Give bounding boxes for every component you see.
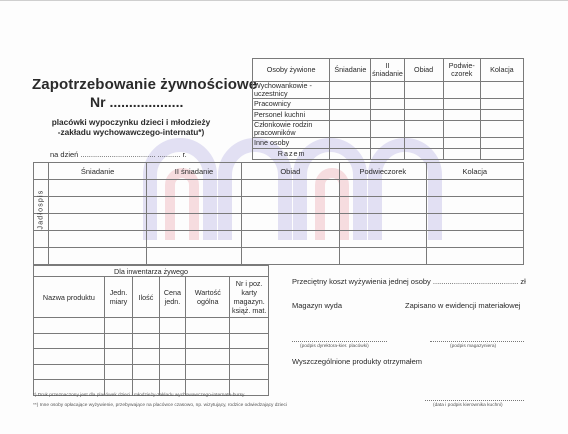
cell[interactable] <box>480 82 523 99</box>
col-second-breakfast: II śniadanie <box>371 59 404 82</box>
cell[interactable] <box>159 318 186 334</box>
cell[interactable] <box>241 248 339 265</box>
cell[interactable] <box>339 197 426 214</box>
cell[interactable] <box>404 149 443 160</box>
cell[interactable] <box>443 99 480 110</box>
signature-caption-director: (podpis dyrektora-kier. placówki) <box>300 344 369 349</box>
inventory-table <box>33 265 269 396</box>
cell[interactable] <box>104 349 132 365</box>
cell[interactable] <box>147 197 241 214</box>
cell[interactable] <box>404 138 443 149</box>
document-number: Nr ................... <box>90 94 184 110</box>
cell[interactable] <box>133 318 159 334</box>
row-label: Inne osoby <box>253 138 330 149</box>
recorded-label: Zapisano w ewidencji materiałowej <box>405 301 521 310</box>
side-cell <box>34 163 49 180</box>
col-snack: Podwieczorek <box>339 163 426 180</box>
subtitle-line-1: placówki wypoczynku dzieci i młodzieży <box>51 117 211 127</box>
cell[interactable] <box>404 99 443 110</box>
cell[interactable] <box>443 121 480 138</box>
cell[interactable] <box>480 149 523 160</box>
cell[interactable] <box>34 364 105 380</box>
row-label: Wychowankowie - uczestnicy <box>253 82 330 99</box>
side-cell <box>34 248 49 265</box>
cell[interactable] <box>159 364 186 380</box>
col-supper: Kolacja <box>480 59 523 82</box>
cell[interactable] <box>480 99 523 110</box>
cell[interactable] <box>330 121 371 138</box>
inventory-caption: Dla inwentarza żywego <box>34 266 269 277</box>
cell[interactable] <box>480 110 523 121</box>
cell[interactable] <box>330 99 371 110</box>
cell[interactable] <box>104 364 132 380</box>
cell[interactable] <box>330 110 371 121</box>
cell[interactable] <box>330 149 371 160</box>
average-cost-label[interactable]: Przeciętny koszt wyżywienia jednej osoby ......................................... zł <box>292 277 526 286</box>
cell[interactable] <box>426 214 523 231</box>
cell[interactable] <box>339 214 426 231</box>
cell[interactable] <box>230 333 269 349</box>
col-second-breakfast: II śniadanie <box>147 163 241 180</box>
col-product-name: Nazwa produktu <box>34 277 105 318</box>
row-label: Pracownicy <box>253 99 330 110</box>
received-label: Wyszczególnione produkty otrzymałem <box>292 357 422 366</box>
cell[interactable] <box>34 349 105 365</box>
cell[interactable] <box>443 138 480 149</box>
cell[interactable] <box>48 180 146 197</box>
cell[interactable] <box>339 180 426 197</box>
signature-line-director[interactable] <box>292 341 387 342</box>
cell[interactable] <box>241 214 339 231</box>
cell[interactable] <box>230 318 269 334</box>
cell[interactable] <box>426 197 523 214</box>
signature-caption-warehouse: (podpis magazyniera) <box>450 344 497 349</box>
cell[interactable] <box>104 333 132 349</box>
menu-side-text: Jadłospis <box>37 189 45 230</box>
col-quantity: Ilość <box>133 277 159 318</box>
cell[interactable] <box>147 214 241 231</box>
cell[interactable] <box>371 149 404 160</box>
cell[interactable] <box>241 231 339 248</box>
signature-line-kitchen[interactable] <box>425 400 524 401</box>
cell[interactable] <box>339 231 426 248</box>
footnote-1: *) Druk przeznaczony jest dla placówek dzieci i młodzieży-zakładu wychowawczego-internatu-bursy. <box>33 393 246 398</box>
col-unit-price: Cena jedn. <box>159 277 186 318</box>
cell[interactable] <box>404 82 443 99</box>
col-unit: Jedn. miary <box>104 277 132 318</box>
cell[interactable] <box>147 180 241 197</box>
cell[interactable] <box>34 333 105 349</box>
cell[interactable] <box>330 82 371 99</box>
cell[interactable] <box>48 214 146 231</box>
cell[interactable] <box>339 248 426 265</box>
cell[interactable] <box>133 364 159 380</box>
cell[interactable] <box>186 349 230 365</box>
col-snack: Podwie-czorek <box>443 59 480 82</box>
cell[interactable] <box>133 333 159 349</box>
subtitle-line-2: -zakładu wychowawczego-internatu*) <box>57 127 205 137</box>
col-supper: Kolacja <box>426 163 523 180</box>
cell[interactable] <box>186 318 230 334</box>
cell[interactable] <box>48 248 146 265</box>
cell[interactable] <box>443 149 480 160</box>
warehouse-issue-label: Magazyn wyda <box>292 301 343 310</box>
cell[interactable] <box>48 197 146 214</box>
cell[interactable] <box>443 110 480 121</box>
cell[interactable] <box>241 180 339 197</box>
cell[interactable] <box>48 231 146 248</box>
cell[interactable] <box>404 121 443 138</box>
cell[interactable] <box>34 318 105 334</box>
cell[interactable] <box>371 138 404 149</box>
col-breakfast: Śniadanie <box>330 59 371 82</box>
document-title: Zapotrzebowanie żywnościowe <box>32 76 258 93</box>
persons-table <box>252 58 524 160</box>
date-field[interactable]: na dzień .................................... ........... r. <box>50 150 187 159</box>
cell[interactable] <box>404 110 443 121</box>
meals-table <box>33 162 524 265</box>
row-label: Personel kuchni <box>253 110 330 121</box>
cell[interactable] <box>371 110 404 121</box>
col-breakfast: Śniadanie <box>48 163 146 180</box>
cell[interactable] <box>330 138 371 149</box>
signature-caption-kitchen: (data i podpis kierownika kuchni) <box>433 403 503 408</box>
footnote-2: **) Inne osoby opłacające wyżywienie, przebywające na placówce czasowo, np. wizytujący, rodzice odwiedzający dzieci <box>33 403 288 408</box>
col-dinner: Obiad <box>241 163 339 180</box>
cell[interactable] <box>371 99 404 110</box>
cell[interactable] <box>371 82 404 99</box>
row-label: Członkowie rodzin pracowników <box>253 121 330 138</box>
cell[interactable] <box>104 318 132 334</box>
cell[interactable] <box>230 364 269 380</box>
col-persons: Osoby żywione <box>253 59 330 82</box>
signature-line-warehouse[interactable] <box>430 341 524 342</box>
cell[interactable] <box>186 364 230 380</box>
cell[interactable] <box>480 138 523 149</box>
cell[interactable] <box>241 197 339 214</box>
menu-side-label <box>33 178 47 248</box>
cell[interactable] <box>426 248 523 265</box>
cell[interactable] <box>426 180 523 197</box>
cell[interactable] <box>443 82 480 99</box>
cell[interactable] <box>147 231 241 248</box>
col-total-value: Wartość ogólna <box>186 277 230 318</box>
cell[interactable] <box>480 121 523 138</box>
col-card-number: Nr i poz. karty magazyn. książ. mat. <box>230 277 269 318</box>
cell[interactable] <box>230 349 269 365</box>
cell[interactable] <box>371 121 404 138</box>
cell[interactable] <box>426 231 523 248</box>
cell[interactable] <box>147 248 241 265</box>
col-dinner: Obiad <box>404 59 443 82</box>
cell[interactable] <box>159 349 186 365</box>
cell[interactable] <box>159 333 186 349</box>
cell[interactable] <box>133 349 159 365</box>
cell[interactable] <box>186 333 230 349</box>
row-label-total: Razem <box>253 149 330 160</box>
